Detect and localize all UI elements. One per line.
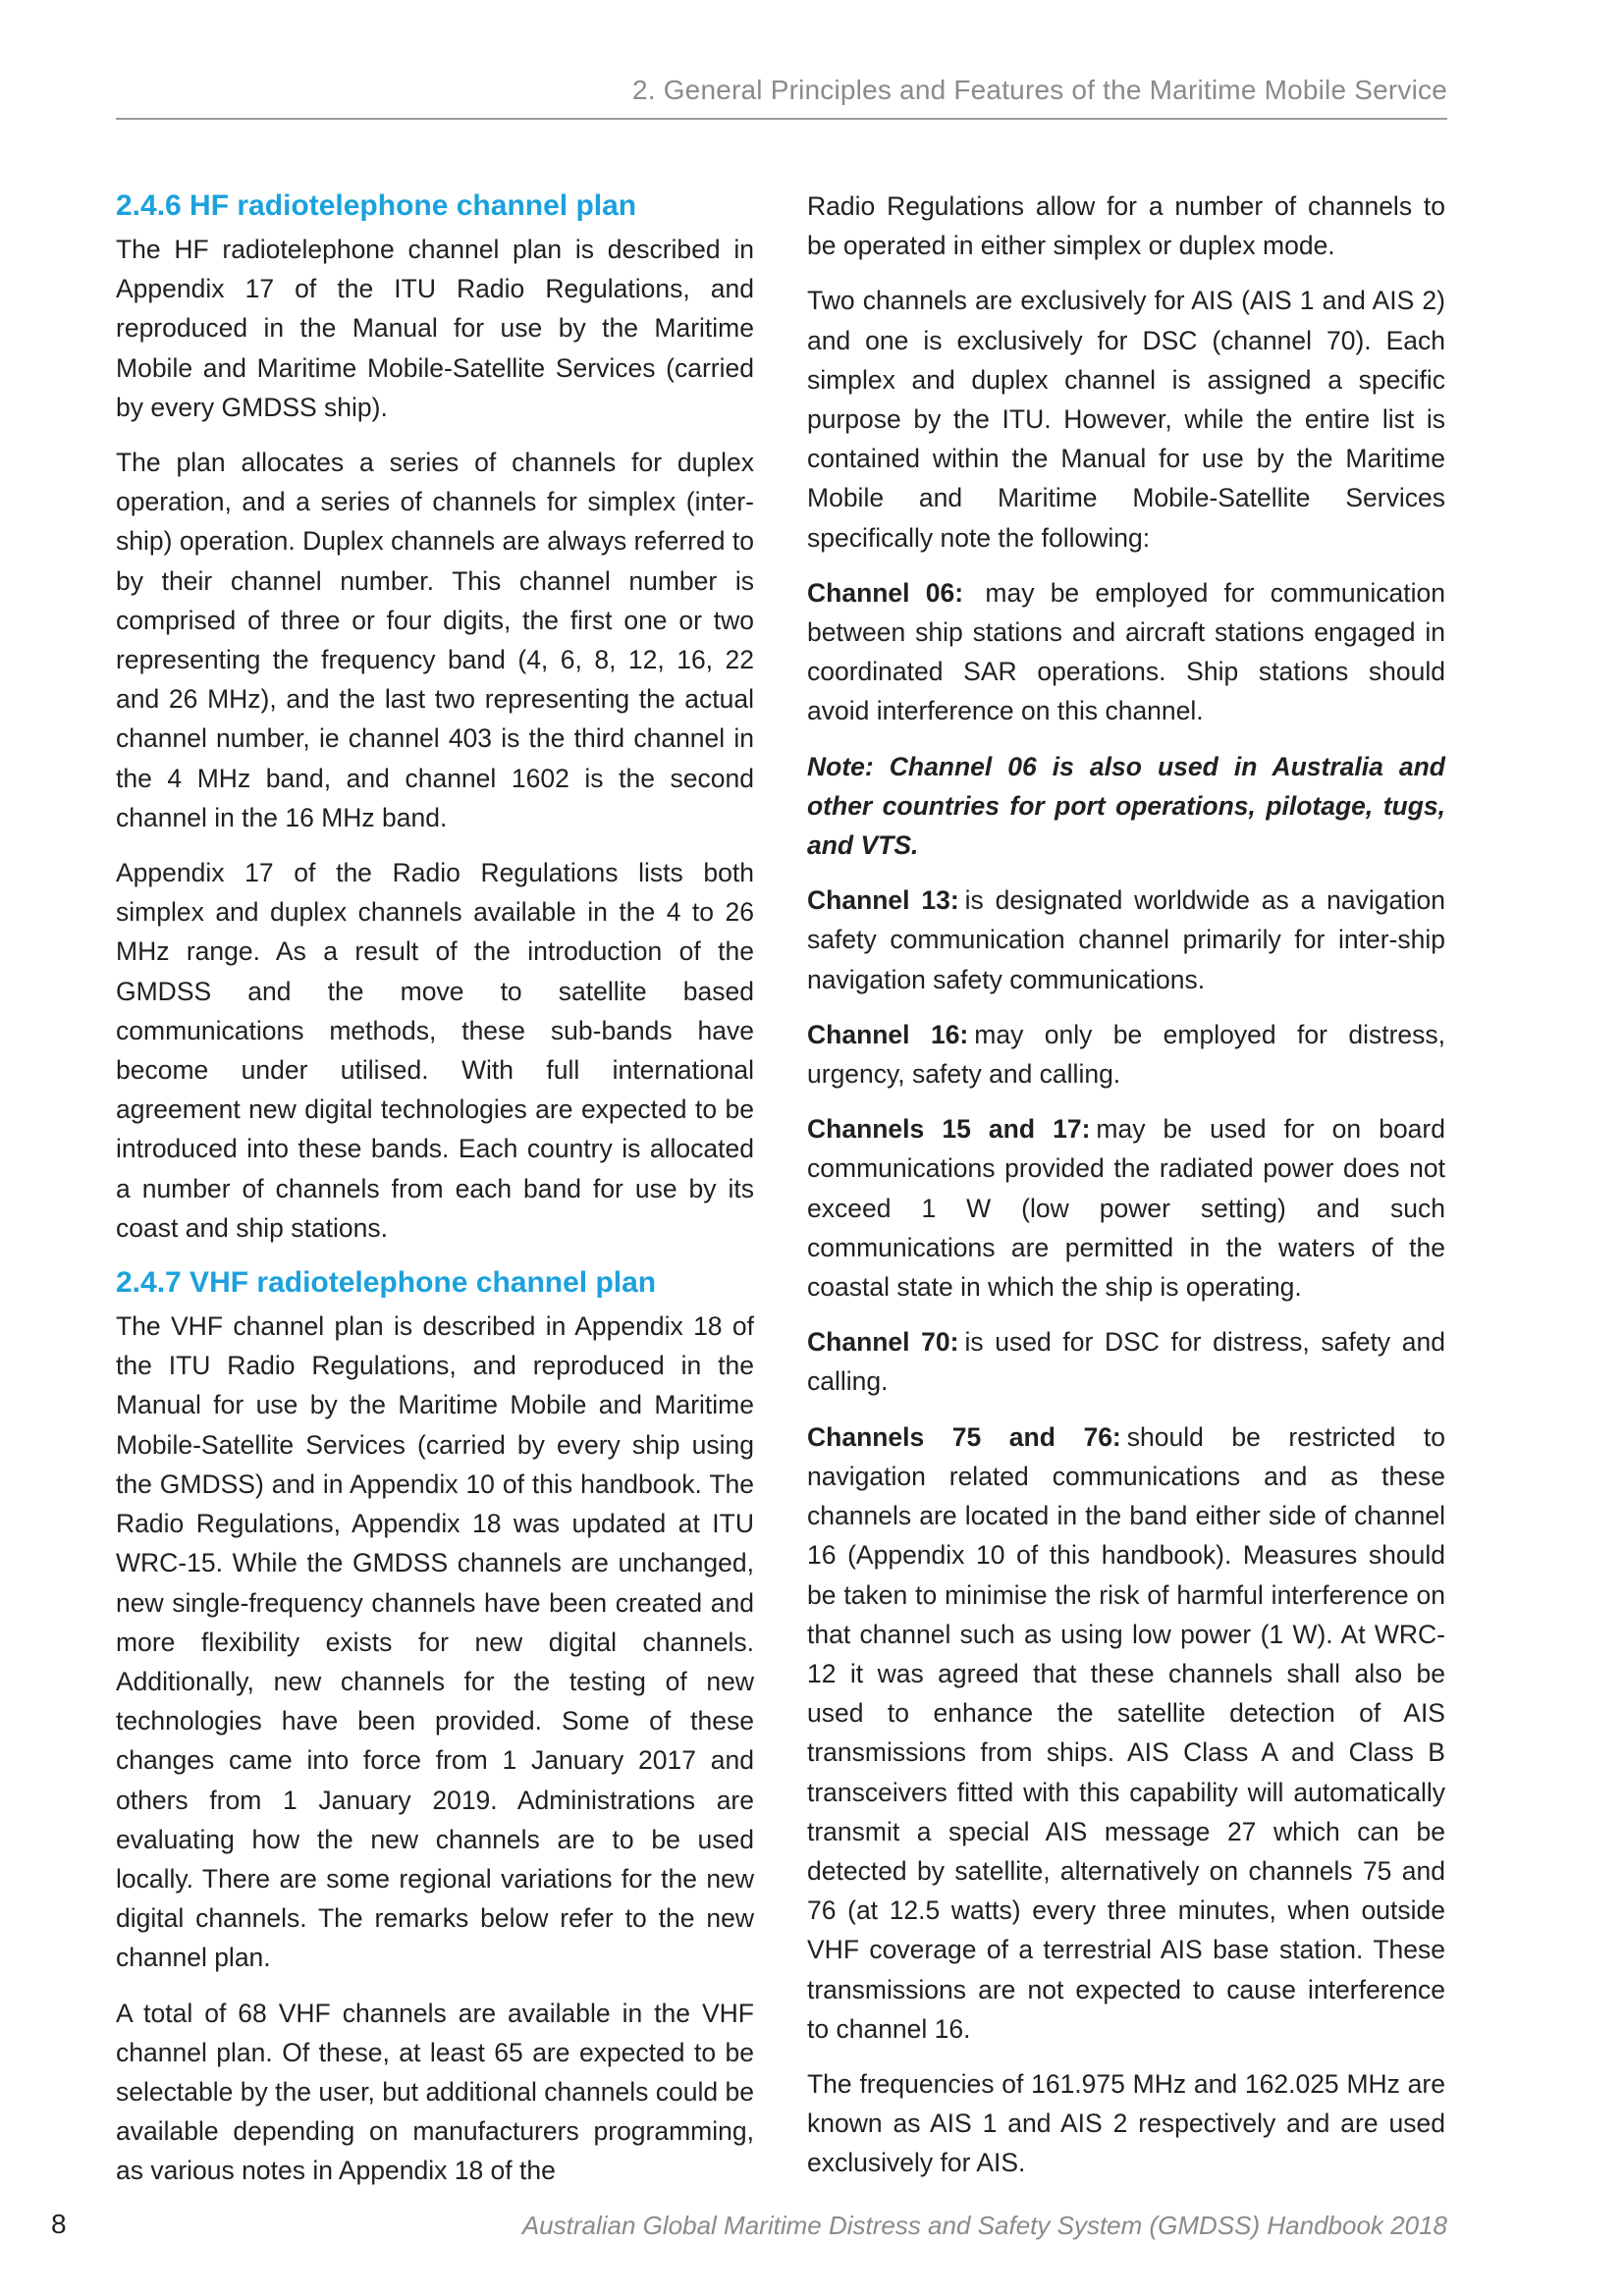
- vhf-paragraph-1: The VHF channel plan is described in Appendix 18 of the ITU Radio Regulations, and reproduced in the Manual for use by the Maritime Mobile and Maritime Mobile-Satellite Services (carried by every ship using the GMDSS) and in Appendix 10 of this handbook. The Radio Regulations, Appendix 18 was updated at ITU WRC-15. While the GMDSS channels are unchanged, new single-frequency channels have been created and more flexibility exists for new digital channels. Additionally, new channels for the testing of new technologies have been provided. Some of these changes came into force from 1 January 2017 and others from 1 January 2019. Administrations are evaluating how the new channels are to be used locally. There are some regional variations for the new digital channels. The remarks below refer to the new channel plan.: [116, 1311, 754, 1973]
- channel-06-label: Channel 06:: [807, 577, 964, 608]
- channel-16-text: may only be employed for distress, urgency, safety and calling.: [807, 1019, 1445, 1090]
- hf-channel-plan-heading: 2.4.6 HF radiotelephone channel plan: [116, 189, 637, 222]
- vhf-channel-plan-heading: 2.4.7 VHF radiotelephone channel plan: [116, 1266, 657, 1300]
- channels-15-17-label: Channels 15 and 17:: [807, 1114, 1091, 1145]
- channel-13-entry: [807, 881, 1445, 999]
- left-column: [116, 187, 754, 2207]
- continuation-paragraph: Radio Regulations allow for a number of channels to be operated in either simplex or duplex mode.: [807, 191, 1445, 261]
- channels-75-76-label: Channels 75 and 76:: [807, 1421, 1121, 1452]
- hf-paragraph-3: Appendix 17 of the Radio Regulations lists both simplex and duplex channels available in the 4 to 26 MHz range. As a result of the introduction of the GMDSS and the move to satellite based communications methods, these sub-bands have become under utilised. With full international agreement new digital technologies are expected to be introduced into these bands. Each country is allocated a number of channels from each band for use by its coast and ship stations.: [116, 858, 754, 1243]
- channel-13-text: is designated worldwide as a navigation safety communication channel primarily for inter-ship navigation safety communications.: [807, 885, 1445, 994]
- channel-06-text: may be employed for communication between ship stations and aircraft stations engaged in coordinated SAR operations. Ship stations should avoid interference on this channel.: [807, 577, 1445, 726]
- channel-13-label: Channel 13:: [807, 885, 959, 916]
- channel-70-entry: [807, 1322, 1445, 1401]
- page-number: 8: [51, 2209, 67, 2239]
- hf-paragraph-1: The HF radiotelephone channel plan is described in Appendix 17 of the ITU Radio Regulations, and reproduced in the Manual for use by the Maritime Mobile and Maritime Mobile-Satellite Services (carried by every GMDSS ship).: [116, 235, 754, 422]
- right-column: [807, 187, 1445, 2199]
- channels-75-76-entry: [807, 1417, 1445, 2049]
- vhf-paragraph-2: A total of 68 VHF channels are available in the VHF channel plan. Of these, at least 65 are expected to be selectable by the user, but additional channels could be available depending on manufacturers programming, as various notes in Appendix 18 of the: [116, 1998, 754, 2186]
- running-footer: Australian Global Maritime Distress and Safety System (GMDSS) Handbook 2018: [521, 2211, 1447, 2240]
- running-header: 2. General Principles and Features of the Maritime Mobile Service: [631, 75, 1447, 105]
- ais-dsc-paragraph: Two channels are exclusively for AIS (AIS 1 and AIS 2) and one is exclusively for DSC (channel 70). Each simplex and duplex channel is assigned a specific purpose by the ITU. However, while the entire list is contained within the Manual for use by the Maritime Mobile and Maritime Mobile-Satellite Services specifically note the following:: [807, 286, 1445, 553]
- ais-frequencies-paragraph: The frequencies of 161.975 MHz and 162.025 MHz are known as AIS 1 and AIS 2 respectively and are used exclusively for AIS.: [807, 2068, 1445, 2178]
- hf-paragraph-2: The plan allocates a series of channels for duplex operation, and a series of channels for simplex (inter-ship) operation. Duplex channels are always referred to by their channel number. This channel number is comprised of three or four digits, the first one or two representing the frequency band (4, 6, 8, 12, 16, 22 and 26 MHz), and the last two representing the actual channel number, ie channel 403 is the third channel in the 4 MHz band, and channel 1602 is the second channel in the 16 MHz band.: [116, 448, 754, 832]
- channel-06-note: Note: Channel 06 is also used in Australia and other countries for port operations, pilotage, tugs, and VTS.: [807, 751, 1445, 861]
- channels-15-17-entry: [807, 1109, 1445, 1307]
- channel-16-label: Channel 16:: [807, 1019, 969, 1049]
- channel-70-text: is used for DSC for distress, safety and calling.: [807, 1327, 1445, 1397]
- channel-70-label: Channel 70:: [807, 1327, 959, 1358]
- channels-75-76-text: should be restricted to navigation related communications and as these channels are located in the band either side of channel 16 (Appendix 10 of this handbook). Measures should be taken to minimise the risk of harmful interference on that channel such as using low power (1 W). At WRC-12 it was agreed that these channels shall also be used to enhance the satellite detection of AIS transmissions from ships. AIS Class A and Class B transceivers fitted with this capability will automatically transmit a special AIS message 27 which can be detected by satellite, alternatively on channels 75 and 76 (at 12.5 watts) every three minutes, when outside VHF coverage of a terrestrial AIS base station. These transmissions are not expected to cause interference to channel 16.: [807, 1421, 1445, 2044]
- channel-06-entry: [807, 573, 1445, 731]
- channels-15-17-text: may be used for on board communications provided the radiated power does not exceed 1 W (low power setting) and such communications are permitted in the waters of the coastal state in which the ship is operating.: [807, 1114, 1445, 1303]
- header-rule: [116, 118, 1447, 120]
- channel-16-entry: [807, 1015, 1445, 1094]
